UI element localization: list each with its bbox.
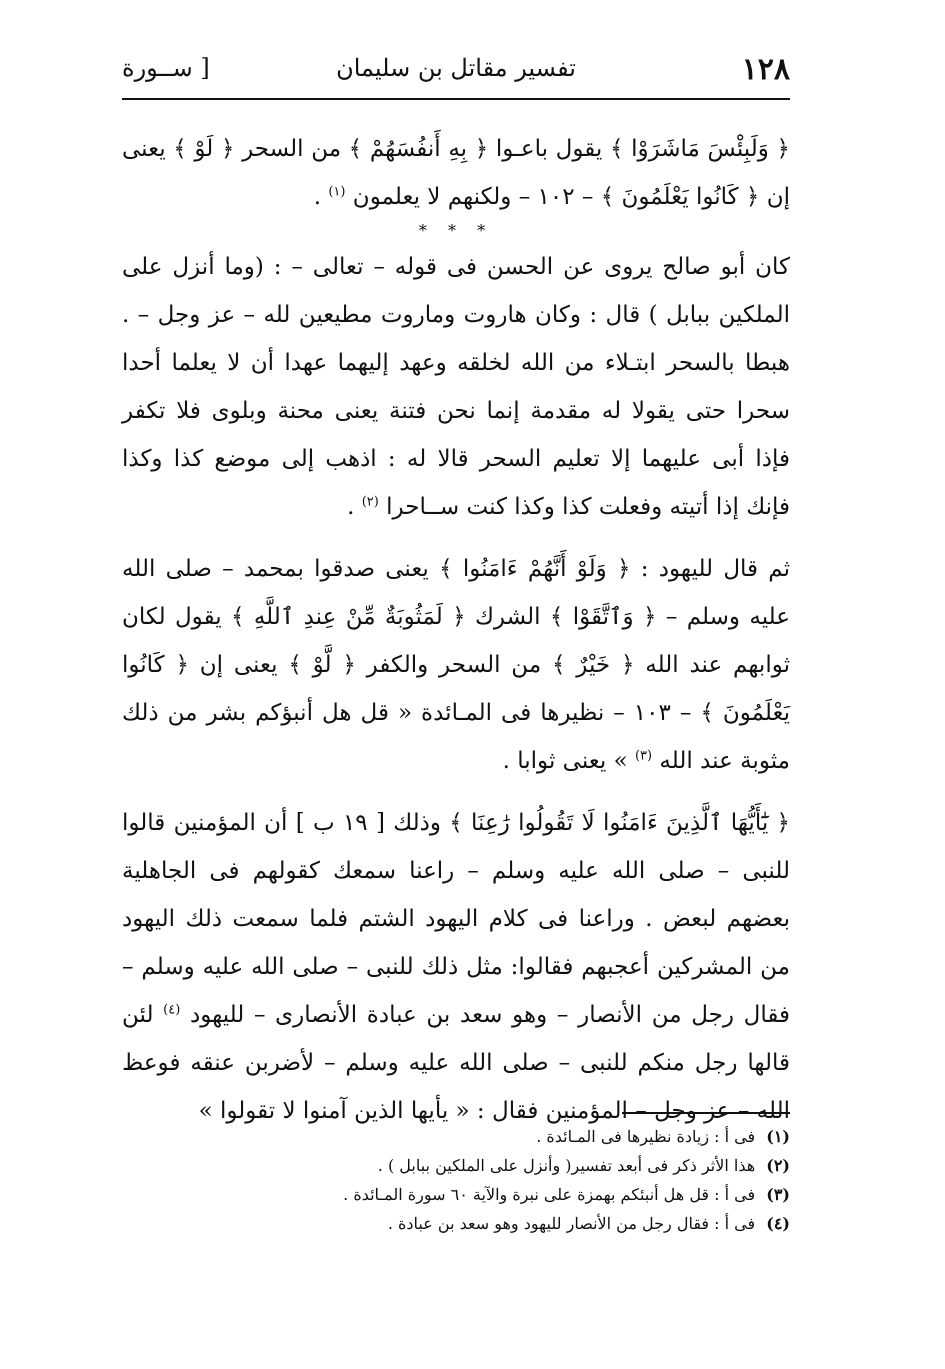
footnote-marker: (٢)	[361, 494, 379, 510]
paragraph-verse-103	[122, 545, 790, 785]
footnote-4	[250, 1209, 790, 1238]
footnote-number: (٢)	[766, 1156, 790, 1175]
paragraph-raina	[122, 799, 790, 1135]
surah-label: [ ســورة	[122, 54, 210, 82]
paragraph-tail: .	[313, 184, 322, 210]
footnote-number: (١)	[766, 1127, 790, 1146]
footnote-1	[250, 1122, 790, 1151]
footnote-3	[250, 1180, 790, 1209]
header-rule	[122, 98, 790, 100]
running-title: تفسير مقاتل بن سليمان	[336, 54, 576, 82]
paragraph-tail: .	[347, 494, 355, 520]
footnote-text: فى أ : فقال رجل من الأنصار لليهود وهو سعد بن عبادة .	[387, 1214, 756, 1233]
paragraph-tail: » يعنى ثوابا .	[502, 748, 628, 774]
footnote-number: (٤)	[766, 1214, 790, 1233]
footnote-text: فى أ : قل هل أنبئكم بهمزة على نبرة والآية ٦٠ سورة المـائدة .	[343, 1185, 756, 1204]
page-number: ١٢٨	[741, 52, 790, 87]
footnote-marker: (٣)	[634, 748, 653, 764]
footnote-text: فى أ : زيادة نظيرها فى المـائدة .	[536, 1127, 756, 1146]
footnote-marker: (١)	[328, 184, 346, 200]
paragraph-verse-102	[122, 125, 790, 221]
paragraph-text: كان أبو صالح يروى عن الحسن فى قوله – تعالى – : (وما أنزل على الملكين ببابل ) قال : وكان هاروت وماروت مطيعين لله – عز وجل – . هبطا بالسحر ابتـلاء من الله لخلقه وعهد إليهما عهدا أن لا يعلما أحدا سحرا حتى يقولا له مقدمة إنما نحن فتنة يعنى محنة وبلوى فلا تكفر فإذا أبى عليهما إلا تعليم السحر قالا له : اذهب إلى موضع كذا وكذا فإنك إذا أتيته وفعلت كذا وكذا كنت ســاحرا	[122, 254, 790, 520]
paragraph-text: ﴿ وَلَبِئْسَ مَاشَرَوْا ﴾ يقول باعـوا ﴿ بِهِ أَنفُسَهُمْ ﴾ من السحر ﴿ لَوْ ﴾ يعنى إن ﴿ كَانُوا يَعْلَمُونَ ﴾ – ١٠٢ – ولكنهم لا يعلمون	[122, 136, 790, 210]
footnote-2	[250, 1151, 790, 1180]
footnotes	[250, 1122, 790, 1238]
footnote-marker: (٤)	[163, 1002, 181, 1018]
footnote-number: (٣)	[766, 1185, 790, 1204]
main-text	[122, 125, 790, 1135]
page-header	[122, 52, 790, 102]
section-separator: * * *	[418, 221, 494, 240]
footnote-text: هذا الأثر ذكر فى أبعد تفسير( وأنزل على الملكين ببابل ) .	[377, 1156, 756, 1175]
paragraph-tail: لئن قالها رجل منكم للنبى – صلى الله عليه وسلم – لأضربن عنقه فوعظ الله – عز وجل – المؤمنين فقال : « يأيها الذين آمنوا لا تقولوا »	[122, 1002, 790, 1124]
footnote-rule	[622, 1112, 790, 1114]
paragraph-harut-marut	[122, 243, 790, 531]
paragraph-text: ﴿ يَٰٓأَيُّهَا ٱلَّذِينَ ءَامَنُوا لَا تَقُولُوا رَٰعِنَا ﴾ وذلك [ ١٩ ب ] أن المؤمنين قالوا للنبى – صلى الله عليه وسلم – راعنا سمعك كقولهم فى الجاهلية بعضهم لبعض . وراعنا فى كلام اليهود الشتم فلما سمعت ذلك اليهود من المشركين أعجبهم فقالوا: مثل ذلك للنبى – صلى الله عليه وسلم – فقال رجل من الأنصار – وهو سعد بن عبادة الأنصارى – لليهود	[122, 810, 791, 1028]
paragraph-text: ثم قال لليهود : ﴿ وَلَوْ أَنَّهُمْ ءَامَنُوا ﴾ يعنى صدقوا بمحمد – صلى الله عليه وسلم – ﴿ وَٱتَّقَوْا ﴾ الشرك ﴿ لَمَثُوبَةٌ مِّنْ عِندِ ٱللَّهِ ﴾ يقول لكان ثوابهم عند الله ﴿ خَيْرٌ ﴾ من السحر والكفر ﴿ لَّوْ ﴾ يعنى إن ﴿ كَانُوا يَعْلَمُونَ ﴾ – ١٠٣ – نظيرها فى المـائدة « قل هل أنبؤكم بشر من ذلك مثوبة عند الله	[122, 556, 790, 774]
